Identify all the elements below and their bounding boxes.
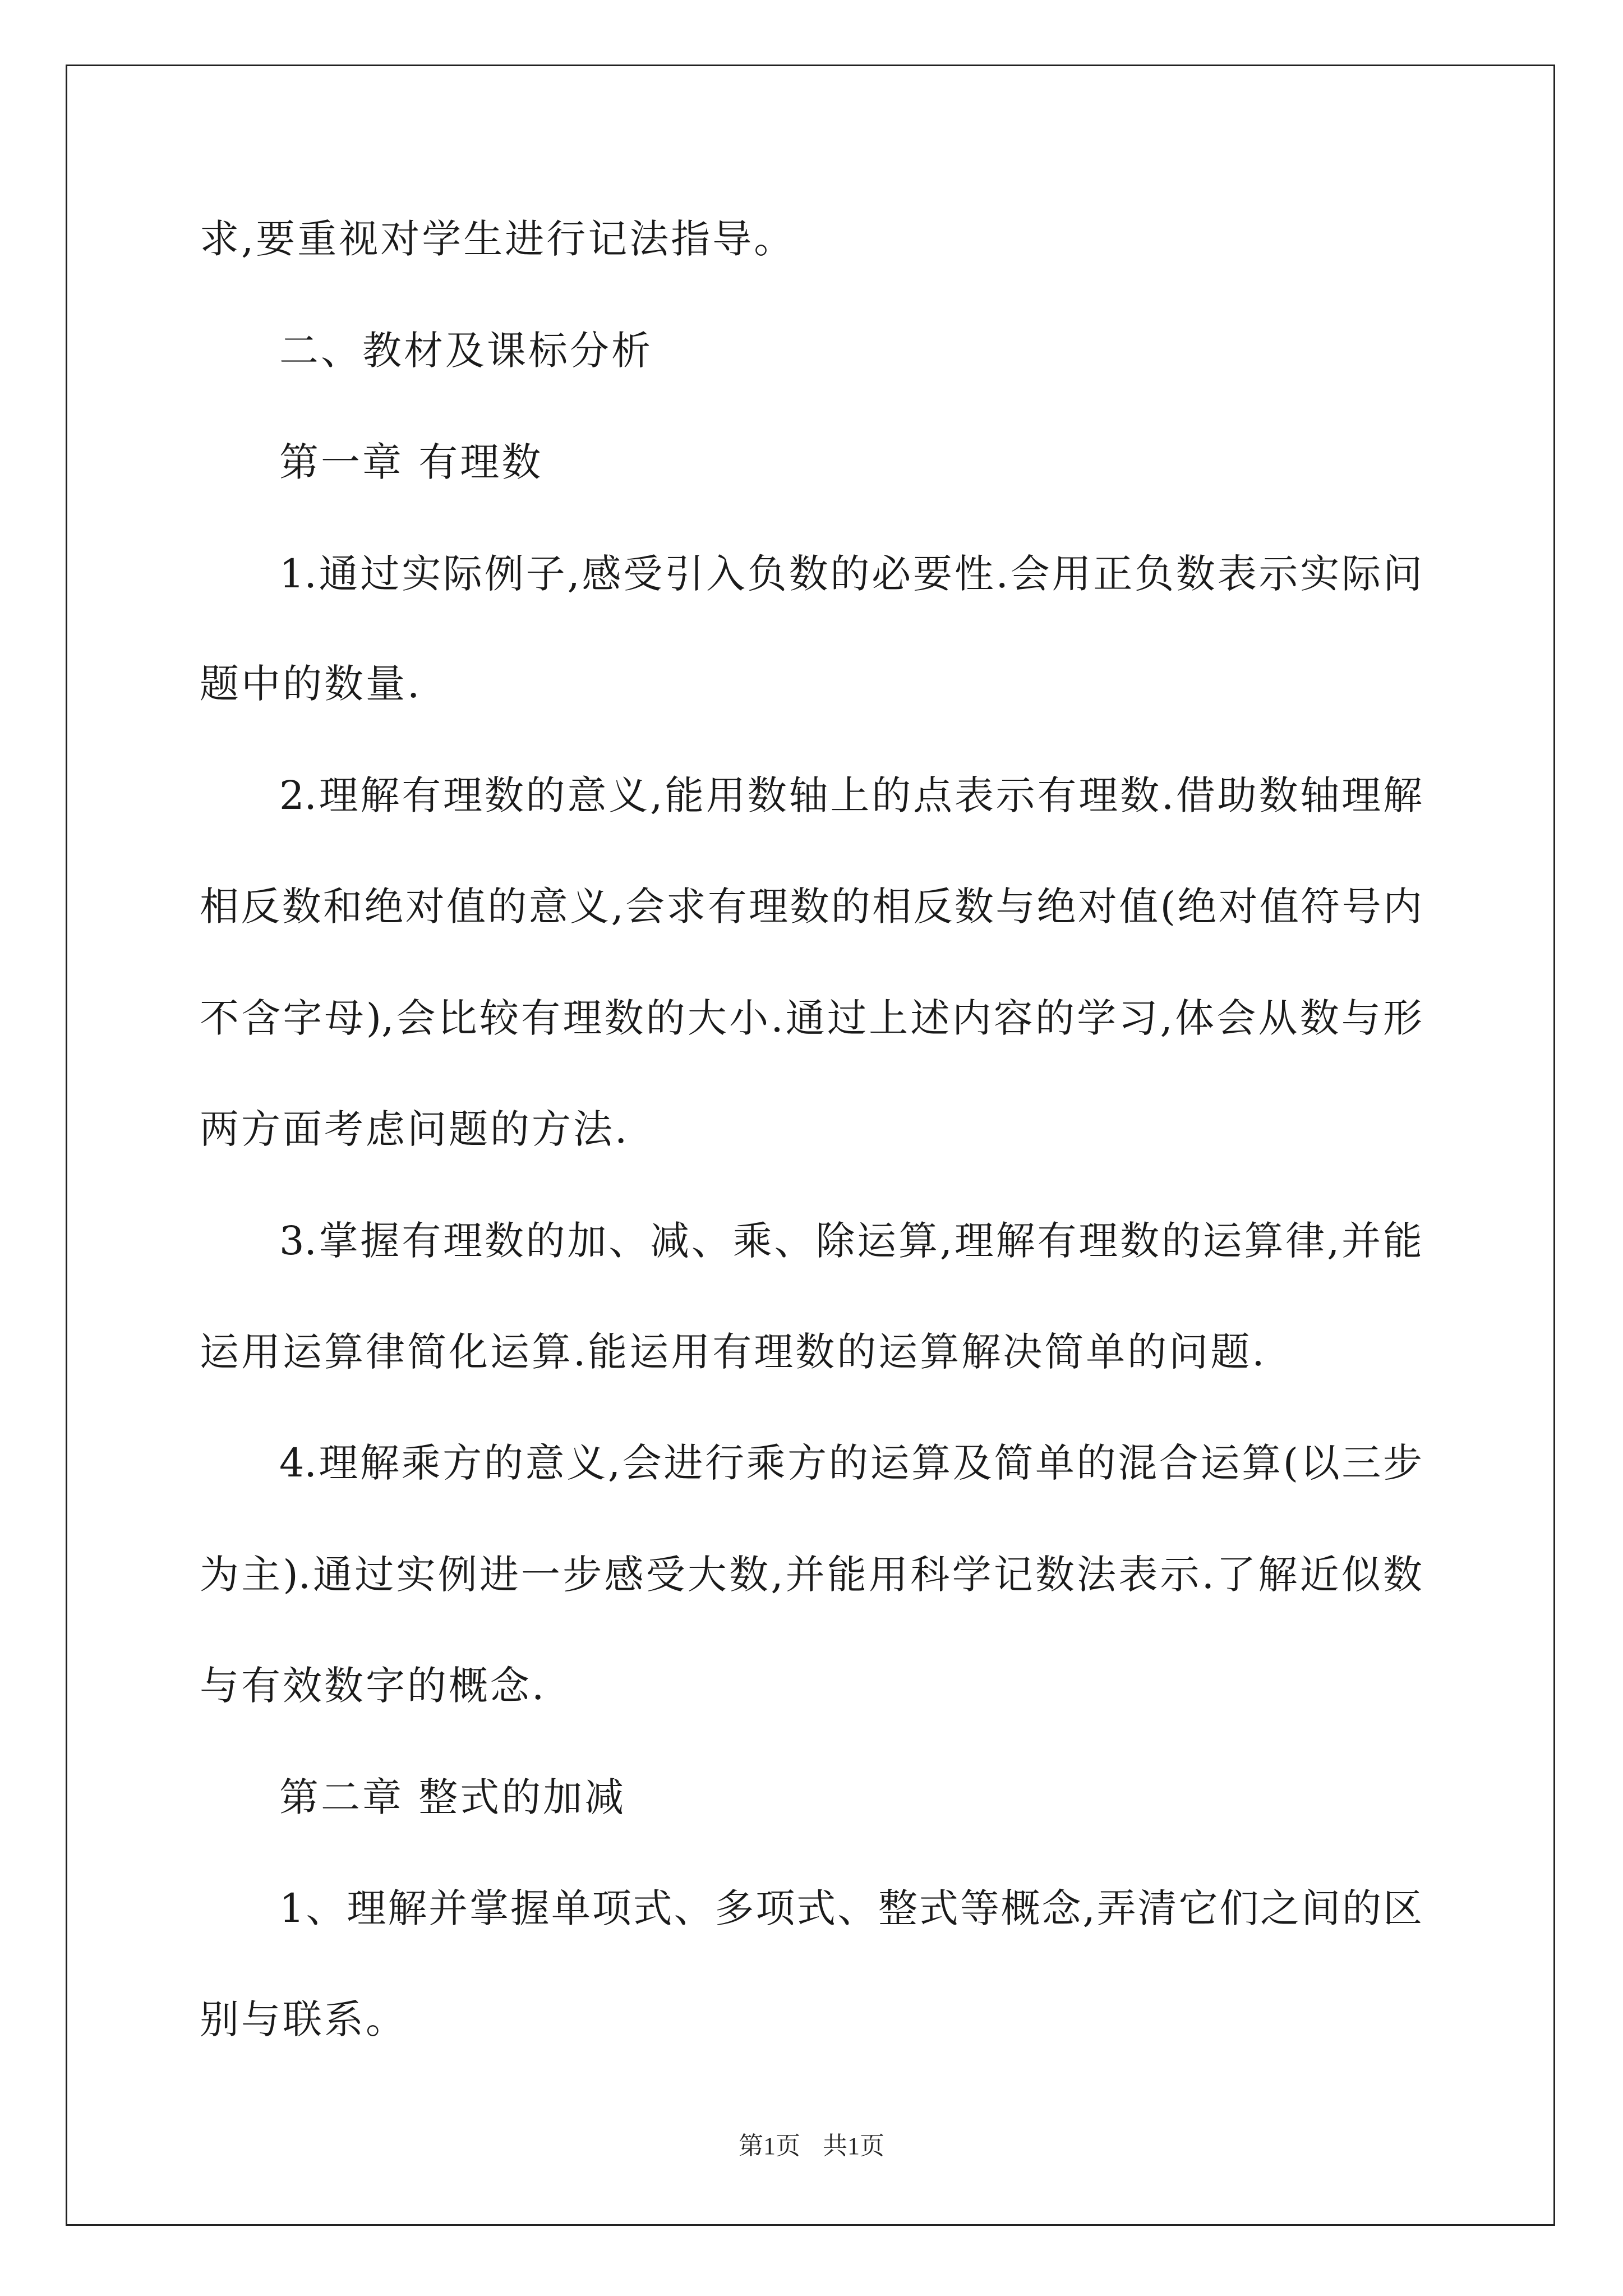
page-number: 第1页 [739, 2132, 800, 2160]
chapter-heading: 第二章 整式的加减 [279, 1774, 626, 1820]
chapter-heading: 第一章 有理数 [279, 439, 543, 485]
text-line: 不含字母),会比较有理数的大小.通过上述内容的学习,体会从数与形 [200, 995, 1422, 1041]
text-line: 1、理解并掌握单项式、多项式、整式等概念,弄清它们之间的区 [279, 1885, 1422, 1931]
text-line: 2.理解有理数的意义,能用数轴上的点表示有理数.借助数轴理解 [279, 772, 1422, 818]
page-footer [0, 2131, 1623, 2162]
text-line: 3.掌握有理数的加、减、乘、除运算,理解有理数的运算律,并能 [279, 1218, 1422, 1264]
text-line: 别与联系。 [200, 1996, 407, 2042]
text-line: 为主).通过实例进一步感受大数,并能用科学记数法表示.了解近似数 [200, 1552, 1422, 1598]
text-line: 1.通过实际例子,感受引入负数的必要性.会用正负数表示实际问 [279, 551, 1422, 597]
text-line: 两方面考虑问题的方法. [200, 1106, 630, 1152]
text-line: 4.理解乘方的意义,会进行乘方的运算及简单的混合运算(以三步 [279, 1440, 1422, 1486]
text-line: 求,要重视对学生进行记法指导。 [200, 216, 796, 262]
section-heading: 二、教材及课标分析 [279, 328, 653, 374]
text-line: 相反数和绝对值的意义,会求有理数的相反数与绝对值(绝对值符号内 [200, 884, 1422, 930]
text-line: 与有效数字的概念. [200, 1663, 547, 1709]
text-line: 运用运算律简化运算.能运用有理数的运算解决简单的问题. [200, 1329, 1267, 1375]
text-line: 题中的数量. [200, 661, 422, 707]
page-total: 共1页 [823, 2132, 884, 2160]
